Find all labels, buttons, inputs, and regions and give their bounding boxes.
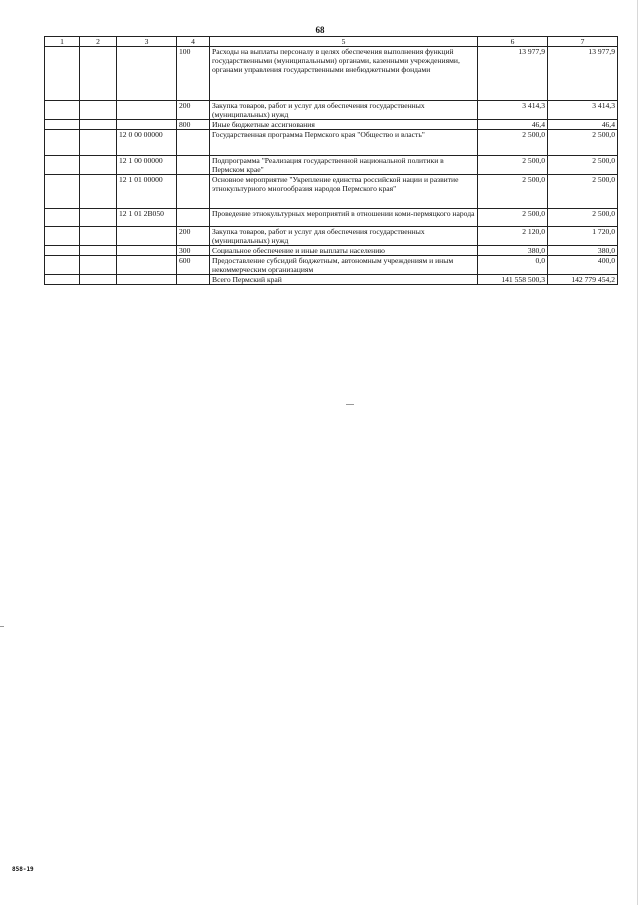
cell-col-2 <box>80 256 117 275</box>
table-row <box>45 256 618 275</box>
cell-amount-year-2: 3 414,3 <box>548 101 618 120</box>
cell-col-2 <box>80 175 117 209</box>
scan-speck <box>346 404 354 405</box>
cell-col-1 <box>45 256 80 275</box>
table-row <box>45 227 618 246</box>
cell-target-code: 12 1 01 2В050 <box>117 209 177 227</box>
cell-amount-year-2: 2 500,0 <box>548 209 618 227</box>
cell-amount-year-1: 46,4 <box>478 120 548 130</box>
cell-target-code <box>117 275 177 285</box>
cell-col-2 <box>80 227 117 246</box>
cell-amount-year-2: 13 977,9 <box>548 47 618 101</box>
cell-col-2 <box>80 130 117 156</box>
cell-expense-type: 300 <box>177 246 210 256</box>
cell-amount-year-2: 2 500,0 <box>548 130 618 156</box>
cell-description: Закупка товаров, работ и услуг для обеспечения государственных (муниципальных) нужд <box>210 101 478 120</box>
cell-description: Государственная программа Пермского края "Общество и власть" <box>210 130 478 156</box>
table-row <box>45 275 618 285</box>
cell-col-2 <box>80 156 117 175</box>
cell-target-code: 12 1 01 00000 <box>117 175 177 209</box>
cell-description: Социальное обеспечение и иные выплаты населению <box>210 246 478 256</box>
cell-expense-type <box>177 209 210 227</box>
cell-expense-type <box>177 175 210 209</box>
cell-amount-year-2: 380,0 <box>548 246 618 256</box>
cell-expense-type: 600 <box>177 256 210 275</box>
cell-amount-year-2: 1 720,0 <box>548 227 618 246</box>
table-row <box>45 175 618 209</box>
cell-col-1 <box>45 101 80 120</box>
cell-amount-year-1: 3 414,3 <box>478 101 548 120</box>
table-row <box>45 120 618 130</box>
cell-target-code <box>117 47 177 101</box>
cell-col-1 <box>45 130 80 156</box>
cell-col-2 <box>80 120 117 130</box>
cell-description: Всего Пермский край <box>210 275 478 285</box>
cell-target-code <box>117 227 177 246</box>
cell-expense-type: 100 <box>177 47 210 101</box>
column-header: 7 <box>548 37 618 47</box>
cell-expense-type <box>177 275 210 285</box>
cell-target-code <box>117 101 177 120</box>
table-row <box>45 209 618 227</box>
cell-col-1 <box>45 227 80 246</box>
cell-amount-year-2: 2 500,0 <box>548 156 618 175</box>
table-row <box>45 47 618 101</box>
cell-expense-type <box>177 156 210 175</box>
cell-amount-year-2: 2 500,0 <box>548 175 618 209</box>
cell-target-code: 12 0 00 00000 <box>117 130 177 156</box>
cell-description: Иные бюджетные ассигнования <box>210 120 478 130</box>
table-row <box>45 156 618 175</box>
cell-amount-year-1: 13 977,9 <box>478 47 548 101</box>
column-header: 1 <box>45 37 80 47</box>
cell-col-1 <box>45 275 80 285</box>
cell-col-1 <box>45 246 80 256</box>
cell-col-1 <box>45 120 80 130</box>
cell-amount-year-1: 2 500,0 <box>478 209 548 227</box>
cell-col-2 <box>80 246 117 256</box>
column-header: 5 <box>210 37 478 47</box>
cell-expense-type: 800 <box>177 120 210 130</box>
column-header: 6 <box>478 37 548 47</box>
cell-description: Предоставление субсидий бюджетным, автономным учреждениям и иным некоммерческим организациям <box>210 256 478 275</box>
cell-amount-year-2: 400,0 <box>548 256 618 275</box>
cell-description: Закупка товаров, работ и услуг для обеспечения государственных (муниципальных) нужд <box>210 227 478 246</box>
cell-amount-year-1: 2 120,0 <box>478 227 548 246</box>
scan-edge <box>637 0 638 905</box>
cell-target-code: 12 1 00 00000 <box>117 156 177 175</box>
cell-target-code <box>117 246 177 256</box>
cell-expense-type: 200 <box>177 227 210 246</box>
table-row <box>45 101 618 120</box>
cell-expense-type <box>177 130 210 156</box>
table-row <box>45 246 618 256</box>
cell-description: Основное мероприятие "Укрепление единства российской нации и развитие этнокультурного многообразия народов Пермского края" <box>210 175 478 209</box>
cell-col-1 <box>45 47 80 101</box>
cell-amount-year-2: 46,4 <box>548 120 618 130</box>
cell-description: Расходы на выплаты персоналу в целях обеспечения выполнения функций государственными (муниципальными) органами, казенными учреждениями, органами управления государственными внебюджетными фондами <box>210 47 478 101</box>
scan-speck <box>0 626 4 627</box>
budget-table <box>44 36 618 285</box>
cell-target-code <box>117 256 177 275</box>
cell-amount-year-2: 142 779 454,2 <box>548 275 618 285</box>
column-header: 3 <box>117 37 177 47</box>
column-header: 2 <box>80 37 117 47</box>
cell-col-1 <box>45 209 80 227</box>
column-header: 4 <box>177 37 210 47</box>
cell-amount-year-1: 0,0 <box>478 256 548 275</box>
cell-amount-year-1: 2 500,0 <box>478 130 548 156</box>
cell-col-1 <box>45 156 80 175</box>
cell-amount-year-1: 2 500,0 <box>478 175 548 209</box>
table-row <box>45 130 618 156</box>
cell-col-2 <box>80 275 117 285</box>
page-number: 68 <box>315 25 325 35</box>
cell-col-2 <box>80 47 117 101</box>
cell-description: Проведение этнокультурных мероприятий в отношении коми-пермяцкого народа <box>210 209 478 227</box>
footer-code: 858-19 <box>12 866 34 873</box>
cell-expense-type: 200 <box>177 101 210 120</box>
cell-col-1 <box>45 175 80 209</box>
cell-col-2 <box>80 209 117 227</box>
cell-amount-year-1: 380,0 <box>478 246 548 256</box>
cell-description: Подпрограмма "Реализация государственной национальной политики в Пермском крае" <box>210 156 478 175</box>
table-header-row <box>45 37 618 47</box>
cell-target-code <box>117 120 177 130</box>
cell-amount-year-1: 2 500,0 <box>478 156 548 175</box>
cell-amount-year-1: 141 558 500,3 <box>478 275 548 285</box>
cell-col-2 <box>80 101 117 120</box>
